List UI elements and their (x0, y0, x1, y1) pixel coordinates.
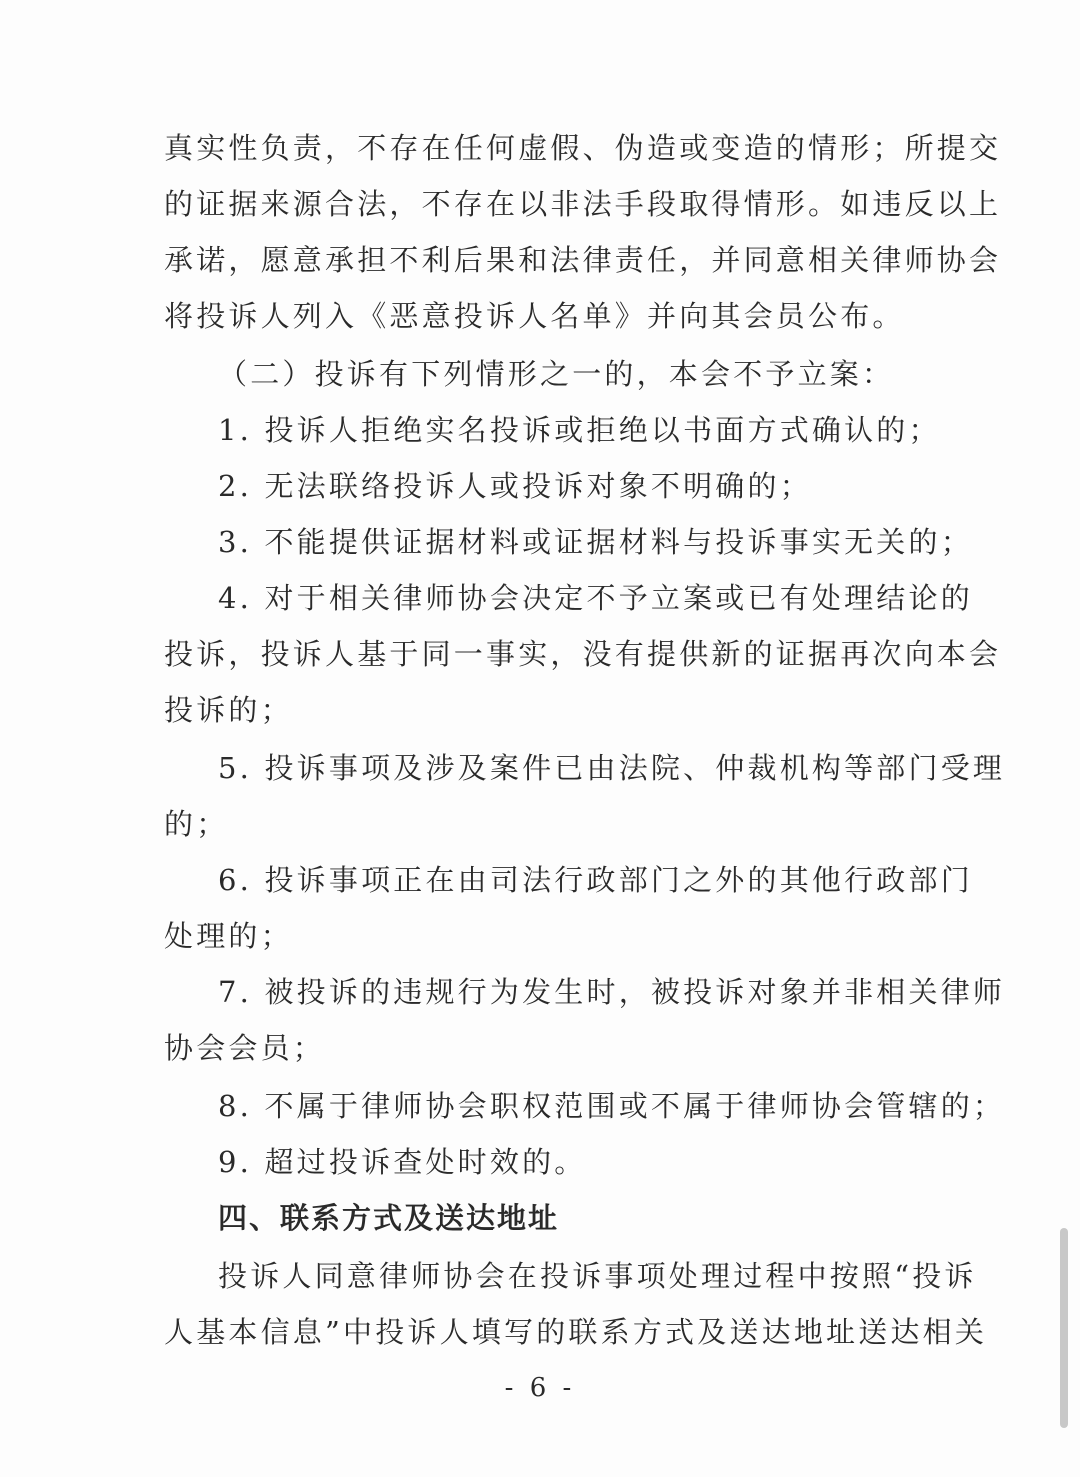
scrollbar[interactable] (1060, 1228, 1068, 1428)
text-line: 处理的； (164, 919, 293, 953)
list-item: 8. 不属于律师协会职权范围或不属于律师协会管辖的； (218, 1089, 1006, 1123)
text-line: 的； (164, 807, 229, 841)
list-item: 2. 无法联络投诉人或投诉对象不明确的； (218, 469, 812, 503)
text-line: 投诉人同意律师协会在投诉事项处理过程中按照“投诉 (218, 1259, 977, 1293)
list-item: 1. 投诉人拒绝实名投诉或拒绝以书面方式确认的； (218, 413, 941, 447)
text-line: 承诺，愿意承担不利后果和法律责任，并同意相关律师协会 (164, 243, 1002, 277)
page-number: - 6 - (504, 1373, 576, 1403)
section-subheading: （二）投诉有下列情形之一的，本会不予立案： (218, 357, 895, 391)
list-item: 9. 超过投诉查处时效的。 (218, 1145, 587, 1179)
text-line: 将投诉人列入《恶意投诉人名单》并向其会员公布。 (164, 299, 905, 333)
list-item: 3. 不能提供证据材料或证据材料与投诉事实无关的； (218, 525, 973, 559)
text-line: 人基本信息”中投诉人填写的联系方式及送达地址送达相关 (164, 1315, 988, 1349)
list-item: 4. 对于相关律师协会决定不予立案或已有处理结论的 (218, 581, 973, 615)
text-line: 投诉，投诉人基于同一事实，没有提供新的证据再次向本会 (164, 637, 1002, 671)
section-heading: 四、联系方式及送达地址 (218, 1201, 560, 1235)
text-line: 投诉的； (164, 693, 293, 727)
text-line: 协会会员； (164, 1031, 326, 1065)
list-item: 6. 投诉事项正在由司法行政部门之外的其他行政部门 (218, 863, 973, 897)
list-item: 7. 被投诉的违规行为发生时，被投诉对象并非相关律师 (218, 975, 1006, 1009)
list-item: 5. 投诉事项及涉及案件已由法院、仲裁机构等部门受理 (218, 751, 1006, 785)
text-line: 真实性负责，不存在任何虚假、伪造或变造的情形；所提交 (164, 131, 1002, 165)
text-line: 的证据来源合法，不存在以非法手段取得情形。如违反以上 (164, 187, 1002, 221)
